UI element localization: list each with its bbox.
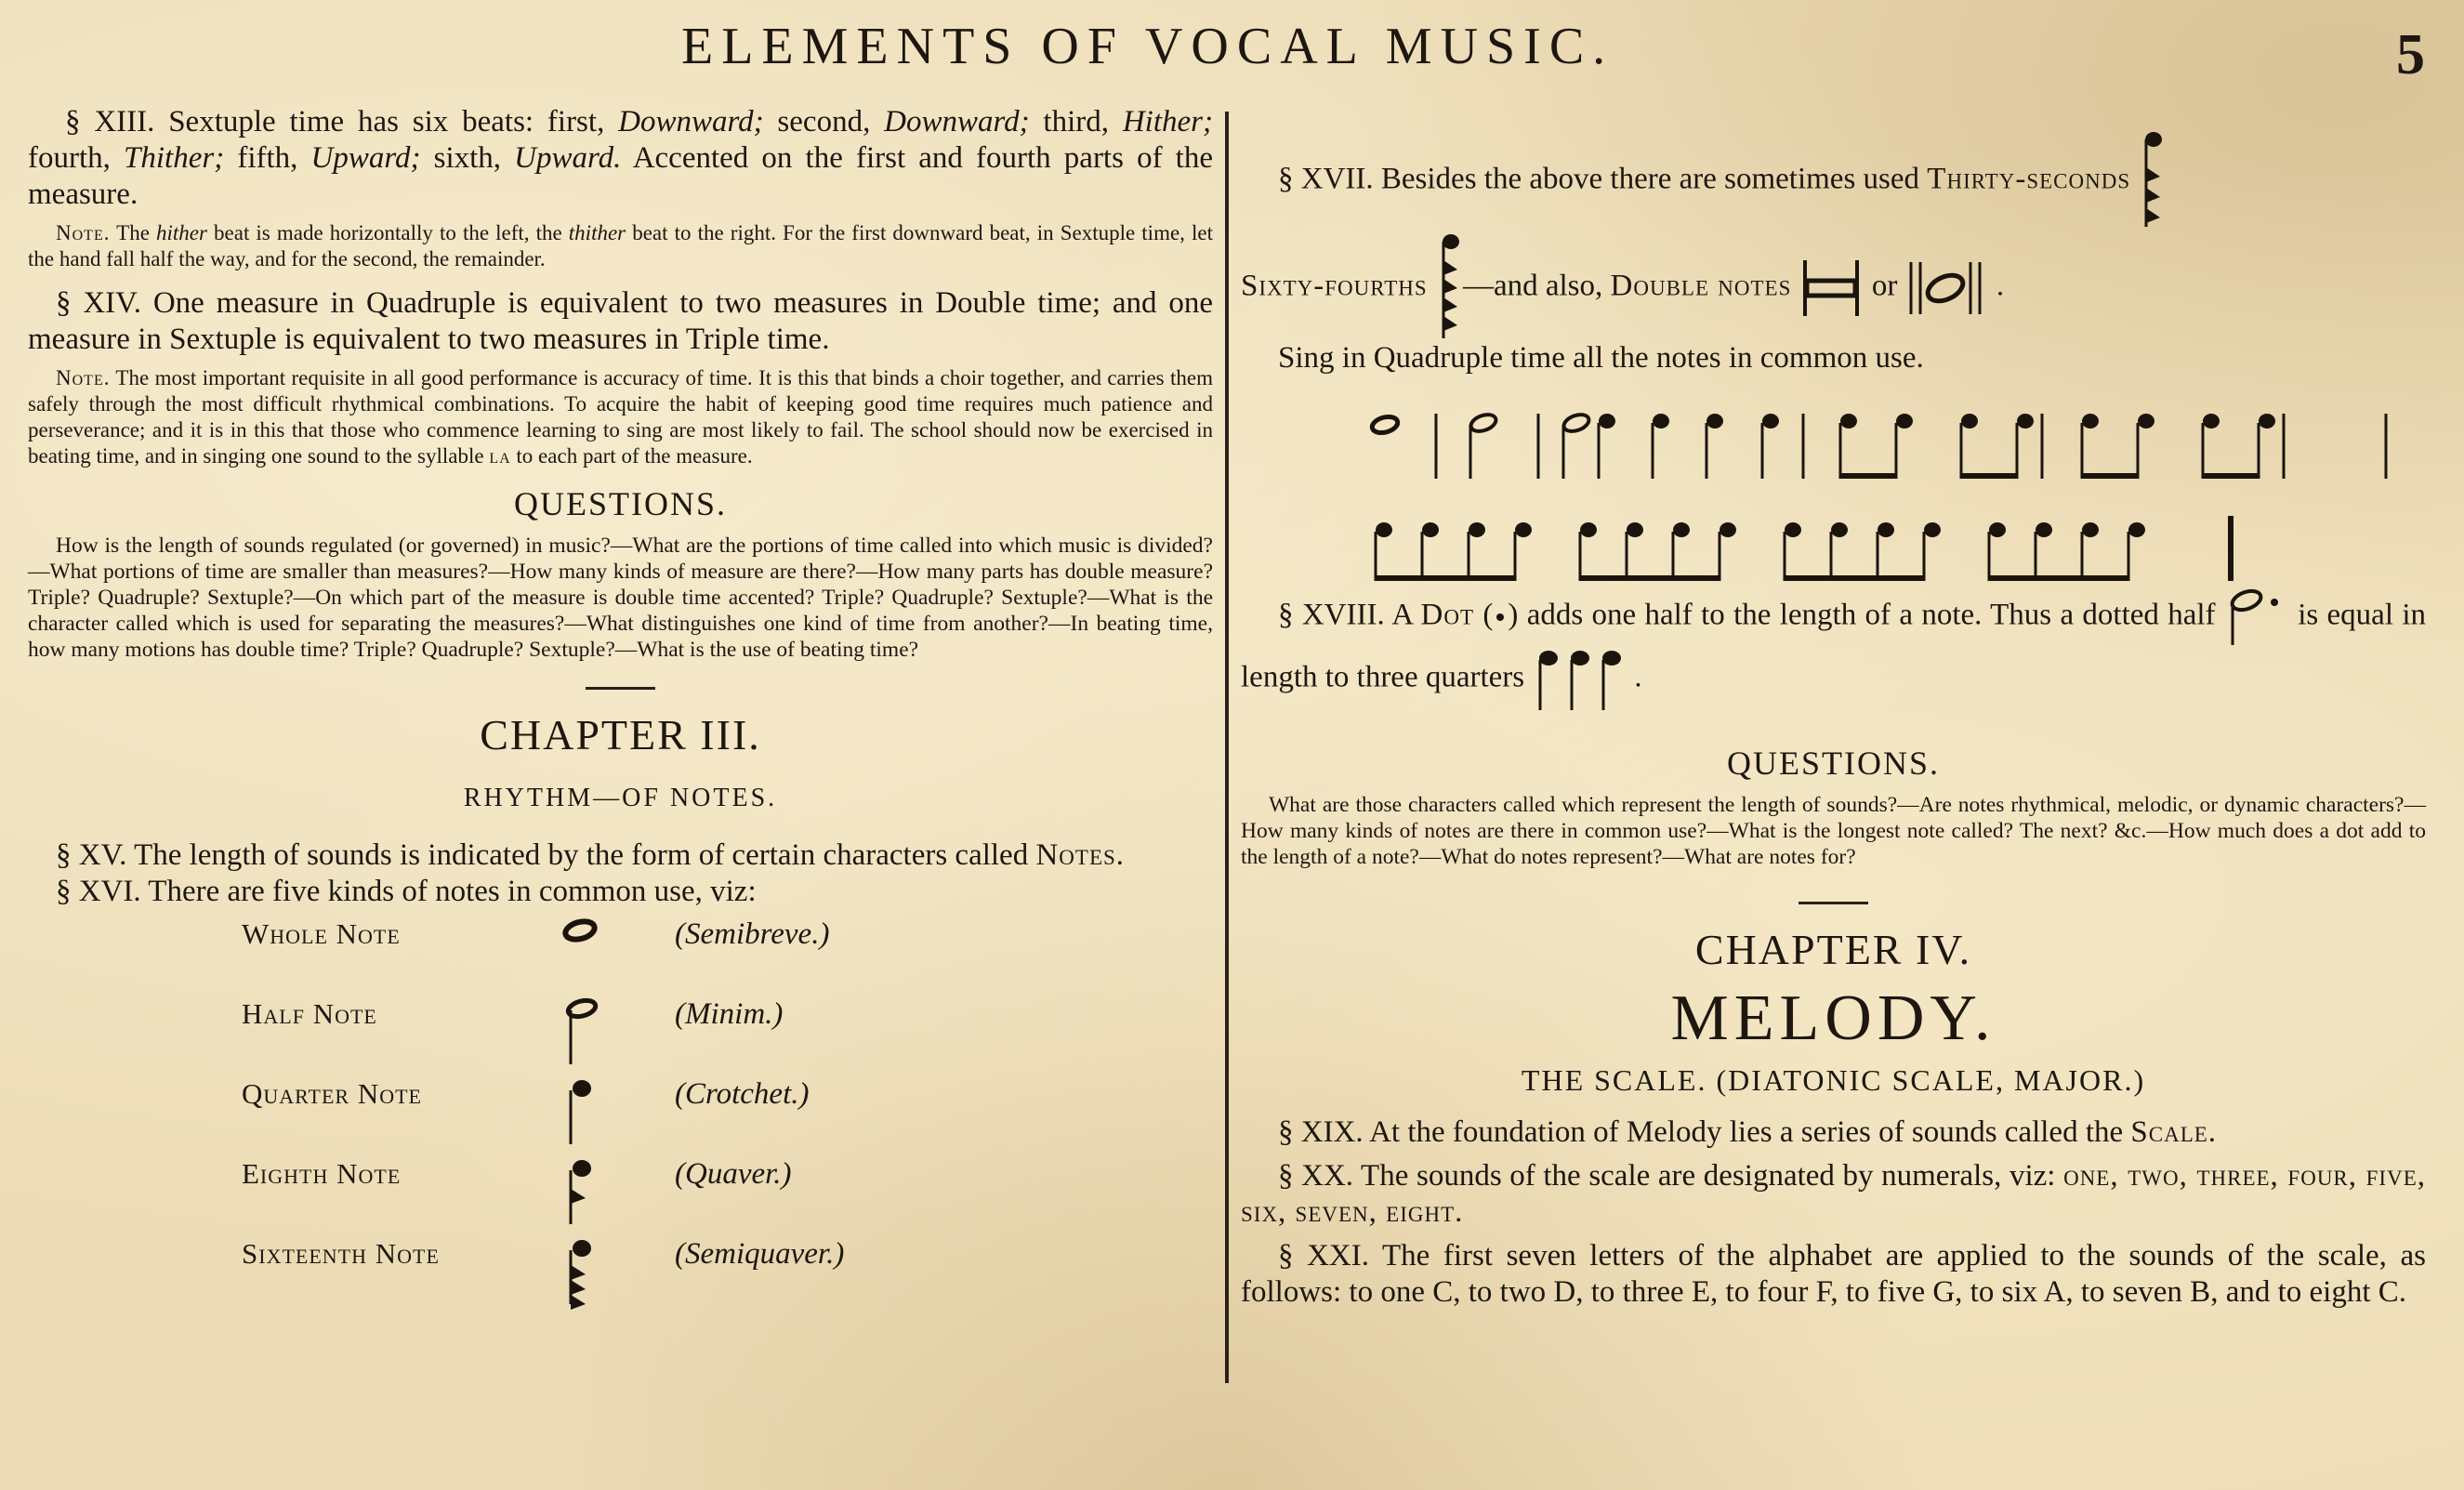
- section-16: § XVI. There are five kinds of notes in common use, viz:: [56, 875, 757, 908]
- dotted-half-note-icon: [2224, 587, 2289, 647]
- separator: [586, 687, 655, 690]
- notes-table: [28, 917, 1213, 1317]
- note-name: Sixteenth Note: [242, 1237, 440, 1270]
- scale-subheading: THE SCALE. (DIATONIC SCALE, MAJOR.): [1521, 1063, 2146, 1097]
- sixteenth-note-icon: [558, 1233, 613, 1317]
- s17-text: notes: [1709, 269, 1792, 303]
- note-label: Note.: [56, 221, 111, 244]
- s13-text: second,: [763, 105, 885, 138]
- notes-exercise: [1241, 376, 2426, 581]
- quarter-note-icon: [558, 1074, 613, 1157]
- s15-text: § XV. The length of sounds is indicated by the form of certain characters called: [56, 838, 1036, 872]
- note-row: [28, 1157, 1213, 1237]
- exercise-row-1: [1370, 412, 2386, 479]
- beat-4: Thither;: [124, 141, 225, 175]
- s17-text: —and also,: [1462, 269, 1611, 303]
- melody-heading: MELODY.: [1670, 982, 1996, 1054]
- s17-text: .: [1996, 269, 2005, 303]
- s18-text: § XVIII. A: [1278, 598, 1421, 632]
- three-quarter-notes-icon: [1532, 647, 1634, 712]
- note-alt-name: (Minim.): [675, 997, 784, 1031]
- section-17: [1241, 130, 2426, 344]
- beat-1: Downward;: [618, 105, 764, 138]
- s13-text: third,: [1029, 105, 1123, 138]
- exercise-row-2: [1376, 516, 2231, 581]
- s20-text: § XX. The sounds of the scale are designated by numerals, viz:: [1278, 1159, 2064, 1193]
- left-column: [28, 104, 1213, 1317]
- note-alt-name: (Semibreve.): [675, 917, 830, 951]
- s17-text: or: [1871, 269, 1898, 303]
- section-19: [1241, 1114, 2426, 1151]
- note-name: Whole Note: [242, 917, 401, 950]
- note-name: Quarter Note: [242, 1077, 422, 1110]
- note-row: [28, 1077, 1213, 1157]
- double-whole-note-icon: [1799, 258, 1864, 318]
- s15-text: Notes.: [1035, 838, 1126, 872]
- eighth-note-icon: [558, 1154, 613, 1237]
- s18-text: (: [1474, 598, 1494, 632]
- note-13: [28, 220, 1213, 272]
- section-21: § XXI. The first seven letters of the alphabet are applied to the sounds of the scale, as follows: to one C, to two D, to three E, to four F, to five G, to six A, to seven B, and to eight C.: [1241, 1239, 2426, 1309]
- note-text: beat is made horizontally to the left, the: [206, 221, 569, 244]
- questions-text: What are those characters called which represent the length of sounds?—Are notes rhythmical, melodic, or dynamic characters?—How many kinds of notes are there in common use?—What is the longest note called? The next? &c.—How much does a dot add to the length of a note?—What do notes represent?—What are notes for?: [1241, 793, 2426, 869]
- column-divider: [1225, 112, 1229, 1383]
- separator: [1799, 902, 1868, 904]
- section-15: [28, 837, 1213, 874]
- page-header: [0, 17, 2464, 86]
- note-text: hither: [155, 221, 207, 244]
- sixty-fourth-note-icon: [1435, 232, 1463, 344]
- s13-text: Accented on the first and fourth parts of the measure.: [28, 141, 1213, 211]
- beat-5: Upward;: [310, 141, 421, 175]
- s19-text: § XIX. At the foundation of Melody lies a series of sounds called the: [1278, 1115, 2131, 1149]
- note-14: [28, 365, 1213, 469]
- right-column: [1241, 130, 2426, 1311]
- s20-text: one, two, three, four, five, six, seven, eight.: [1241, 1159, 2426, 1229]
- s17-text: Double: [1610, 269, 1710, 303]
- note-alt-name: (Semiquaver.): [675, 1237, 845, 1271]
- note-row: [28, 1237, 1213, 1317]
- section-14: § XIV. One measure in Quadruple is equivalent to two measures in Double time; and one measure in Sextuple is equivalent to two measures in Triple time.: [28, 286, 1213, 356]
- chapter-heading: CHAPTER III.: [480, 711, 761, 758]
- s18-text: is equal in length to three quarters: [1241, 598, 2426, 694]
- beat-6: Upward.: [514, 141, 622, 175]
- note-name: Half Note: [242, 997, 377, 1030]
- note-text: to each part of the measure.: [510, 444, 753, 468]
- chapter-subheading: RHYTHM—OF NOTES.: [463, 784, 778, 812]
- note-row: [28, 997, 1213, 1077]
- s13-text: fourth,: [28, 141, 125, 175]
- s19-text: Scale.: [2130, 1115, 2218, 1149]
- whole-note-icon: [558, 914, 613, 997]
- chapter-heading: CHAPTER IV.: [1694, 926, 1972, 973]
- beat-3: Hither;: [1122, 105, 1213, 138]
- sing-instruction: Sing in Quadruple time all the notes in common use.: [1278, 341, 1924, 375]
- s18-text: Dot: [1420, 598, 1475, 632]
- note-name: Eighth Note: [242, 1157, 402, 1190]
- note-text: The most important requisite in all good performance is accuracy of time. It is this that binds a choir together, and carries them safely through the most difficult rhythmical combinations. To acquire the habit of keeping good time requires much patience and perseverance; and it is in this that those who commence learning to sing are most likely to fail. The school should now be exercised in beating time, and in singing one sound to the syllable: [28, 366, 1213, 468]
- s18-text: .: [1634, 660, 1642, 694]
- running-title: ELEMENTS OF VOCAL MUSIC.: [681, 18, 1614, 75]
- thirty-second-note-icon: [2138, 130, 2169, 232]
- s17-text: Thirty-seconds: [1927, 162, 2131, 196]
- s13-text: sixth,: [420, 141, 515, 175]
- s18-text: ): [1508, 598, 1519, 632]
- note-label: Note.: [56, 366, 111, 389]
- beat-2: Downward;: [884, 105, 1030, 138]
- note-text: The: [110, 221, 156, 244]
- section-18: [1241, 587, 2426, 712]
- s13-text: § XIII. Sextuple time has six beats: first,: [65, 105, 619, 138]
- s13-text: fifth,: [224, 141, 311, 175]
- note-text: la: [489, 444, 511, 468]
- double-note-alt-icon: [1905, 258, 1989, 318]
- s18-text: adds one half to the length of a note. Thus a dotted half: [1518, 598, 2216, 632]
- questions-heading: QUESTIONS.: [1726, 745, 1940, 782]
- note-alt-name: (Crotchet.): [675, 1077, 810, 1111]
- note-alt-name: (Quaver.): [675, 1157, 792, 1191]
- half-note-icon: [558, 994, 613, 1077]
- section-13: [28, 104, 1213, 213]
- page-number: 5: [2396, 23, 2425, 86]
- note-row: [28, 917, 1213, 997]
- section-20: [1241, 1158, 2426, 1231]
- dot-icon: [1493, 608, 1508, 626]
- note-text: beat to the right. For the first downward beat, in Sextuple time, let the hand fall half the way, and for the second, the remainder.: [28, 221, 1213, 270]
- questions-text: How is the length of sounds regulated (or governed) in music?—What are the portions of time called into which music is divided?—What portions of time are smaller than measures?—How many kinds of measure are there?—How many parts has double measure? Triple? Quadruple? Sextuple?—On which part of the measure is double time accented? Triple? Quadruple? Sextuple?—What is the character called which is used for separating the measures?—What distinguishes one kind of time from another?—In beating time, how many motions has double time? Triple? Quadruple? Sextuple?—What is the use of beating time?: [28, 534, 1213, 662]
- s17-text: § XVII. Besides the above there are sometimes used: [1278, 162, 1928, 196]
- questions-heading: QUESTIONS.: [513, 485, 727, 522]
- note-text: thither: [568, 221, 626, 244]
- s17-text: Sixty-fourths: [1241, 269, 1428, 303]
